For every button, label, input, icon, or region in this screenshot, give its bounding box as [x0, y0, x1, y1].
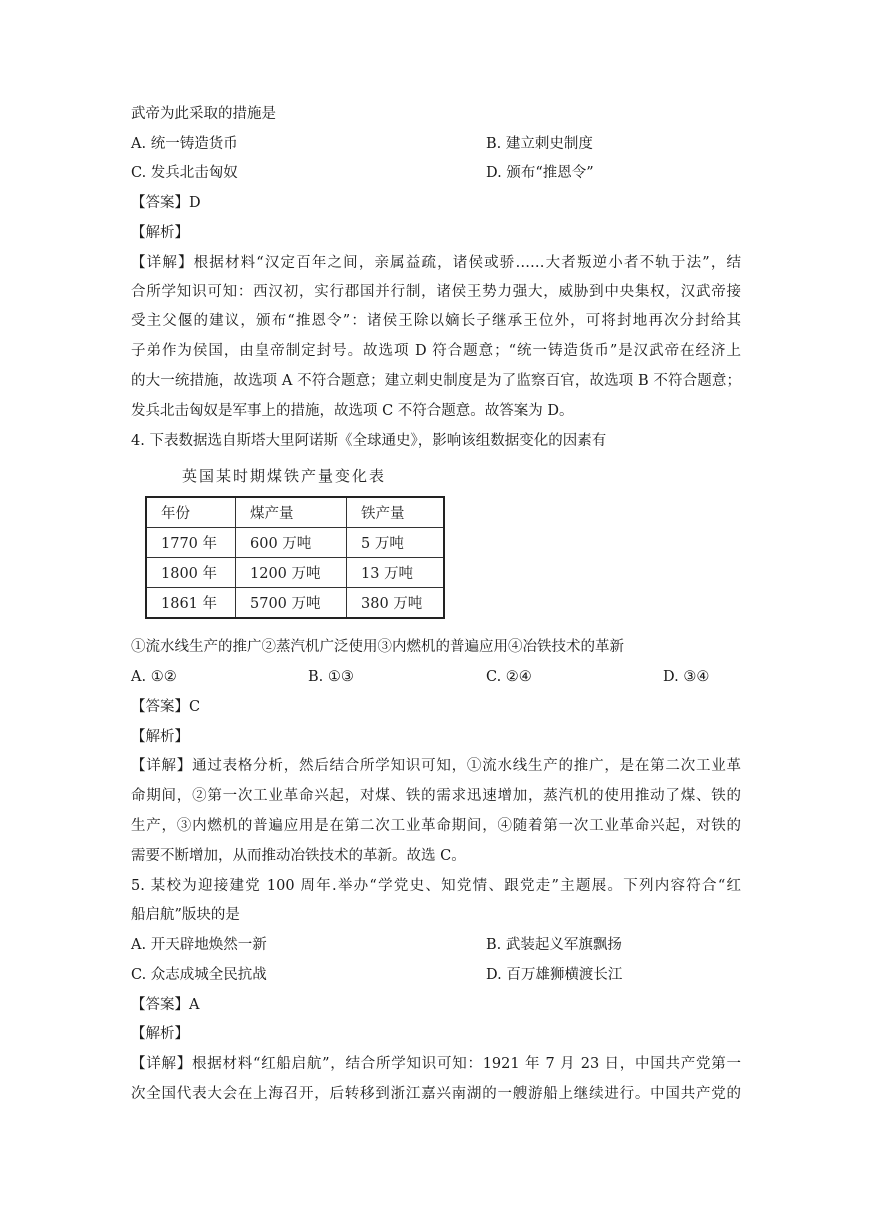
table-cell: 600 万吨 [236, 528, 347, 558]
q3-detail-line: 发兵北击匈奴是军事上的措施，故选项 C 不符合题意。故答案为 D。 [131, 403, 574, 419]
q5-answer: 【答案】A [131, 997, 200, 1013]
q3-detail-line: 受主父偃的建议，颁布“推恩令”：诸侯王除以嫡长子继承王位外，可将封地再次分封给其 [131, 313, 741, 329]
q4-detail-line: 生产，③内燃机的普遍应用是在第二次工业革命期间，④随着第一次工业革命兴起，对铁的 [131, 818, 741, 834]
q4-option-d: D. ③④ [663, 669, 710, 685]
q4-data-table [145, 496, 445, 619]
q3-detail-line: 子弟作为侯国，由皇帝制定封号。故选项 D 符合题意；“统一铸造货币”是汉武帝在经济上 [131, 343, 741, 359]
table-row [146, 558, 444, 588]
table-cell: 380 万吨 [347, 588, 445, 619]
table-row [146, 588, 444, 619]
table-header-cell: 铁产量 [347, 497, 445, 528]
q4-answer: 【答案】C [131, 699, 201, 715]
table-cell: 5700 万吨 [236, 588, 347, 619]
q4-detail-line: 命期间，②第一次工业革命兴起，对煤、铁的需求迅速增加，蒸汽机的使用推动了煤、铁的 [131, 788, 741, 804]
q3-option-d: D. 颁布“推恩令” [486, 165, 594, 181]
q4-option-b: B. ①③ [308, 669, 354, 685]
q3-option-a: A. 统一铸造货币 [131, 136, 238, 152]
q3-option-c: C. 发兵北击匈奴 [131, 165, 238, 181]
q5-option-b: B. 武装起义军旗飘扬 [486, 937, 622, 953]
q4-detail-line: 需要不断增加，从而推动冶铁技术的革新。故选 C。 [131, 848, 466, 864]
q3-answer: 【答案】D [131, 195, 201, 211]
table-header-cell: 煤产量 [236, 497, 347, 528]
q3-stem-tail: 武帝为此采取的措施是 [131, 106, 276, 122]
q4-detail-line: 【详解】通过表格分析，然后结合所学知识可知，①流水线生产的推广，是在第二次工业革 [131, 758, 741, 774]
q3-detail-line: 合所学知识可知：西汉初，实行郡国并行制，诸侯王势力强大，威胁到中央集权，汉武帝接 [131, 284, 741, 300]
table-cell: 5 万吨 [347, 528, 445, 558]
q4-analysis-label: 【解析】 [131, 729, 189, 745]
table-header-cell: 年份 [146, 497, 236, 528]
q4-table-title: 英国某时期煤铁产量变化表 [182, 467, 387, 485]
q5-detail-line: 次全国代表大会在上海召开，后转移到浙江嘉兴南湖的一艘游船上继续进行。中国共产党的 [131, 1086, 741, 1102]
table-cell: 13 万吨 [347, 558, 445, 588]
q5-stem-line: 船启航”版块的是 [131, 907, 240, 923]
q3-analysis-label: 【解析】 [131, 225, 189, 241]
q4-stem: 4. 下表数据选自斯塔大里阿诺斯《全球通史》，影响该组数据变化的因素有 [131, 433, 607, 449]
table-cell: 1770 年 [146, 528, 236, 558]
q5-option-a: A. 开天辟地焕然一新 [131, 937, 267, 953]
table-cell: 1200 万吨 [236, 558, 347, 588]
q4-factors: ①流水线生产的推广②蒸汽机广泛使用③内燃机的普遍应用④冶铁技术的革新 [131, 639, 624, 655]
q5-detail-line: 【详解】根据材料“红船启航”，结合所学知识可知：1921 年 7 月 23 日，中国共产党第一 [131, 1056, 741, 1072]
table-row [146, 528, 444, 558]
q5-option-c: C. 众志成城全民抗战 [131, 967, 267, 983]
q4-option-c: C. ②④ [486, 669, 532, 685]
table-cell: 1861 年 [146, 588, 236, 619]
q5-analysis-label: 【解析】 [131, 1026, 189, 1042]
q4-option-a: A. ①② [131, 669, 177, 685]
table-header-row [146, 497, 444, 528]
table-cell: 1800 年 [146, 558, 236, 588]
q3-detail-line: 的大一统措施，故选项 A 不符合题意；建立刺史制度是为了监察百官，故选项 B 不符合题意； [131, 373, 741, 389]
q5-option-d: D. 百万雄狮横渡长江 [486, 967, 623, 983]
q5-stem-line: 5. 某校为迎接建党 100 周年.举办“学党史、知党情、跟党走”主题展。下列内容符合“红 [131, 878, 741, 894]
q3-option-b: B. 建立刺史制度 [486, 136, 593, 152]
q3-detail-line: 【详解】根据材料“汉定百年之间，亲属益疏，诸侯或骄……大者叛逆小者不轨于法”，结 [131, 255, 741, 271]
